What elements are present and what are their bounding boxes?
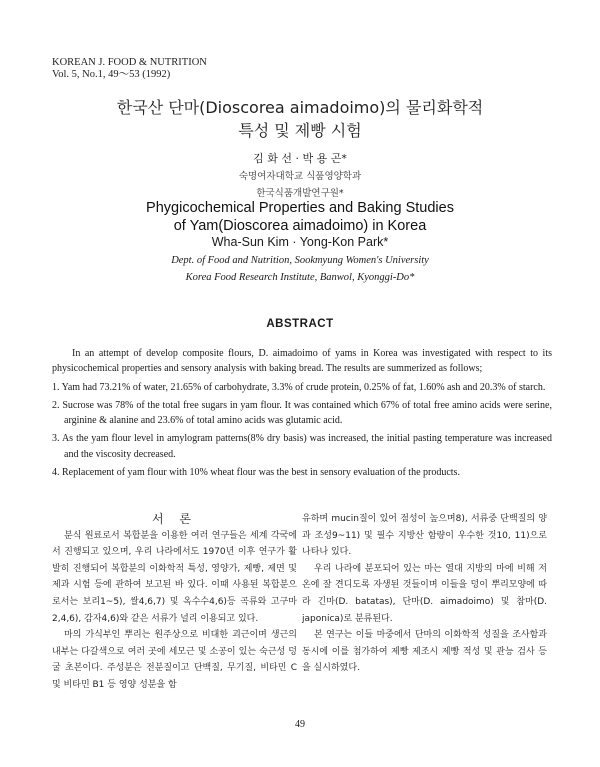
- journal-volume: Vol. 5, No.1, 49～53 (1992): [52, 69, 171, 80]
- abstract-body: [52, 346, 552, 483]
- abstract-item-2: 2. Sucrose was 78% of the total free sugars in yam flour. It was contained which 67% of total free amino acids were serine, arginine & alanine and 23.6% of total amino acids was glutamic acid.: [52, 399, 552, 427]
- journal-header: [52, 57, 207, 81]
- abstract-item-4: 4. Replacement of yam flour with 10% wheat flour was the best in sensory evaluation of the products.: [52, 467, 460, 479]
- right-paragraph-3: 본 연구는 이들 마중에서 단마의 이화학적 성질을 조사함과 동시에 이를 첨가하여 제빵 제조시 제빵 적성 및 관능 검사 등을 실시하였다.: [302, 630, 547, 674]
- right-paragraph-1: 유하며 mucin질이 있어 점성이 높으며8), 서류중 단백질의 양과 조성9~11) 및 필수 지방산 함량이 우수한 것10, 11)으로 나타나 있다.: [302, 514, 547, 558]
- section-heading-introduction: 서 론: [152, 512, 197, 526]
- body-left-column: [52, 511, 297, 694]
- abstract-item-3: 3. As the yam flour level in amylogram patterns(8% dry basis) was increased, the initial pasting temperature was increased and the viscosity decreased.: [52, 433, 552, 460]
- english-title-line1: Phygicochemical Properties and Baking Studies: [146, 200, 454, 216]
- english-affiliation-1: Dept. of Food and Nutrition, Sookmyung Women's University: [171, 255, 429, 266]
- english-authors: Wha-Sun Kim · Yong-Kon Park*: [211, 235, 389, 249]
- right-paragraph-2: 우리 나라에 분포되어 있는 마는 열대 지방의 마에 비해 저온에 잘 견디도록 자생된 것들이며 이들을 덩이 뿌리모양에 따라 긴마(D. batatas), 단마(D. aimadoimo) 및 참마(D. japonica)로 분류된다.: [302, 563, 547, 624]
- korean-affiliation-1: 숙명여자대학교 식품영양학과: [238, 171, 362, 182]
- english-title-line2: of Yam(Dioscorea aimadoimo) in Korea: [173, 218, 427, 234]
- english-affiliation-2: Korea Food Research Institute, Banwol, Kyonggi-Do*: [185, 272, 415, 283]
- left-paragraph-2: 마의 가식부인 뿌리는 원주상으로 비대한 괴근이며 생근의 내부는 다갈색으로 여러 곳에 세모근 및 소공이 있는 숙근성 덩굴 초본이다. 주성분은 전분질이고 단백질, 무기질, 비타민 C 및 비타민 B1 등 영양 성분을 함: [52, 630, 297, 690]
- journal-name: KOREAN J. FOOD & NUTRITION: [52, 57, 207, 68]
- body-right-column: [302, 511, 547, 677]
- korean-title-line1: 한국산 단마(Dioscorea aimadoimo)의 물리화학적: [116, 98, 484, 117]
- korean-authors: 김 화 선 · 박 용 곤*: [253, 152, 347, 165]
- page-number: 49: [295, 719, 305, 730]
- left-paragraph-1: 분식 원료로서 복합분을 이용한 여러 연구들은 세계 각국에서 진행되고 있으며, 우리 나라에서도 1970년 이후 연구가 활발히 진행되어 복합분의 이화학적 특성, 영양가, 제빵, 제면 및 제과 시험 등에 관하여 보고된 바 있다. 이때 사용된 복합분으로서는 보리1~5), 쌀4,6,7) 및 옥수수4,6)등 곡류와 고구마2,4,6), 감자4,6)와 같은 서류가 널리 이용되고 있다.: [52, 530, 297, 624]
- abstract-heading: ABSTRACT: [266, 318, 334, 330]
- abstract-item-1: 1. Yam had 73.21% of water, 21.65% of carbohydrate, 3.3% of crude protein, 0.25% of fat, 1.60% ash and 20.3% of starch.: [52, 381, 546, 393]
- korean-affiliation-2: 한국식품개발연구원*: [256, 188, 344, 199]
- korean-title-line2: 특성 및 제빵 시험: [238, 121, 362, 140]
- abstract-intro: In an attempt of develop composite flours, D. aimadoimo of yams in Korea was investigated with respect to its physicochemical properties and sensory analysis with baking bread. The results are summerized as follows;: [52, 348, 552, 375]
